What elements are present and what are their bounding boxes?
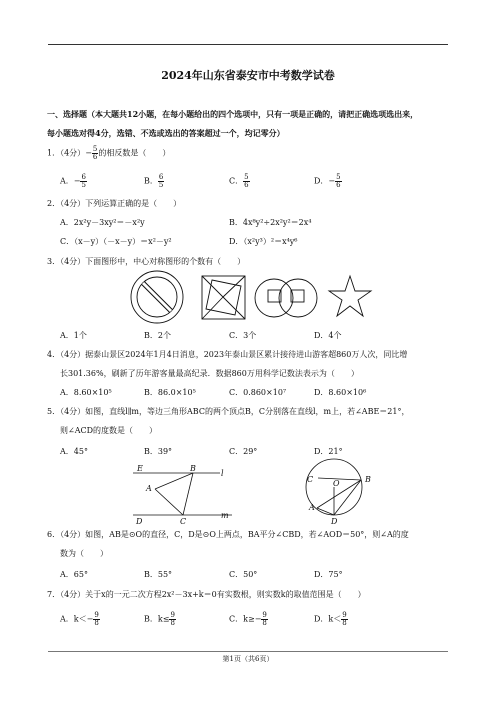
question-4-line1: 4．（4分）据泰山景区2024年1月4日消息，2023年泰山景区累计接待进山游客超860万人次，同比增 bbox=[47, 350, 408, 359]
q6-option-c[interactable]: C．50° bbox=[229, 570, 258, 579]
question-6-line1: 6．（4分）如图，AB是⊙O的直径，C，D是⊙O上两点，BA平分∠CBD，若∠AOD＝50°，则∠A的度 bbox=[47, 530, 409, 539]
fig5-label-a: A bbox=[146, 484, 152, 493]
q6-option-d[interactable]: D．75° bbox=[314, 570, 343, 579]
q5-option-c[interactable]: C．29° bbox=[229, 447, 258, 456]
fig5-label-d: D bbox=[136, 517, 143, 526]
q1-option-a[interactable]: A．− $\frac{6}{5}$ bbox=[60, 173, 86, 189]
q2-option-c[interactable]: C．（x－y）（－x－y）＝x²－y² bbox=[60, 237, 172, 246]
question-2: 2．（4分）下列运算正确的是（ ） bbox=[47, 199, 182, 208]
page-footer: 第1页（共6页） bbox=[222, 655, 274, 663]
fig5-label-b: B bbox=[190, 464, 196, 473]
fig5-label-l: l bbox=[221, 469, 224, 478]
question-7: 7．（4分）关于x的一元二次方程2x²－3x+k＝0有实数根，则实数k的取值范围是（ ） bbox=[47, 590, 366, 599]
question-4-line2: 长301.36%，刷新了历年游客量最高纪录．数据860万用科学记数法表示为（ ） bbox=[60, 369, 359, 378]
q7-option-d[interactable]: D．k＜ $\frac{9}{8}$ bbox=[314, 611, 347, 627]
q4-option-a[interactable]: A．8.60×10⁵ bbox=[60, 388, 112, 397]
q4-option-c[interactable]: C．0.860×10⁷ bbox=[229, 388, 287, 397]
q2-option-b[interactable]: B．4x⁸y²÷2x²y²＝2x⁴ bbox=[229, 218, 312, 227]
q3-option-b[interactable]: B．2个 bbox=[144, 331, 171, 340]
section-heading-line2: 每小题选对得4分，选错、不选或选出的答案超过一个，均记零分） bbox=[47, 128, 285, 138]
fig5-label-c: C bbox=[180, 517, 187, 526]
fig6-label-o: O bbox=[333, 479, 340, 488]
section-heading-line1: 一、选择题（本大题共12小题，在每小题给出的四个选项中，只有一项是正确的，请把正确选项选出来， bbox=[47, 109, 419, 119]
question-5-line1: 5．（4分）如图，直线l∥m，等边三角形ABC的两个顶点B，C分别落在直线l，m上，若∠ABE＝21°， bbox=[47, 407, 410, 416]
q3-option-d[interactable]: D．4个 bbox=[314, 331, 342, 340]
q3-option-c[interactable]: C．3个 bbox=[229, 331, 257, 340]
q2-option-a[interactable]: A．2x²y－3xy²＝－x²y bbox=[60, 218, 145, 227]
q4-option-b[interactable]: B．86.0×10⁵ bbox=[144, 388, 196, 397]
q5-option-d[interactable]: D．21° bbox=[314, 447, 343, 456]
q3-option-a[interactable]: A．1个 bbox=[60, 331, 87, 340]
q1-option-c[interactable]: C． $\frac{5}{6}$ bbox=[229, 173, 249, 189]
page-title: 2024年山东省泰安市中考数学试卷 bbox=[161, 69, 335, 82]
q1-option-b[interactable]: B． $\frac{6}{5}$ bbox=[144, 173, 164, 189]
q7-option-a[interactable]: A．k＜− $\frac{9}{8}$ bbox=[60, 611, 99, 627]
q4-option-d[interactable]: D．8.60×10⁶ bbox=[314, 388, 367, 397]
fig5-label-e: E bbox=[137, 464, 143, 473]
fig5-label-m: m bbox=[221, 511, 229, 520]
q7-option-b[interactable]: B．k≤ $\frac{9}{8}$ bbox=[144, 611, 175, 627]
fig6-label-c: C bbox=[307, 475, 314, 484]
question-5-line2: 则∠ACD的度数是（ ） bbox=[60, 426, 158, 435]
question-3: 3．（4分）下面图形中，中心对称图形的个数有（ ） bbox=[47, 257, 246, 266]
q7-option-c[interactable]: C．k≥− $\frac{9}{8}$ bbox=[229, 611, 267, 627]
fig6-label-d: D bbox=[331, 517, 338, 526]
q6-option-a[interactable]: A．65° bbox=[60, 570, 88, 579]
q6-option-b[interactable]: B．55° bbox=[144, 570, 173, 579]
fig6-label-b: B bbox=[365, 475, 371, 484]
q5-option-a[interactable]: A．45° bbox=[60, 447, 88, 456]
q2-option-d[interactable]: D．（x²y³）²＝x⁴y⁶ bbox=[229, 237, 298, 246]
q5-option-b[interactable]: B．39° bbox=[144, 447, 173, 456]
q1-option-d[interactable]: D．− $\frac{5}{6}$ bbox=[314, 173, 341, 189]
footer-rule bbox=[48, 651, 448, 652]
question-1: 1．（4分）− $\frac{5}{6}$ 的相反数是（ ） bbox=[47, 145, 171, 161]
fig6-label-a: A bbox=[309, 503, 315, 512]
question-6-line2: 数为（ ） bbox=[60, 549, 108, 558]
